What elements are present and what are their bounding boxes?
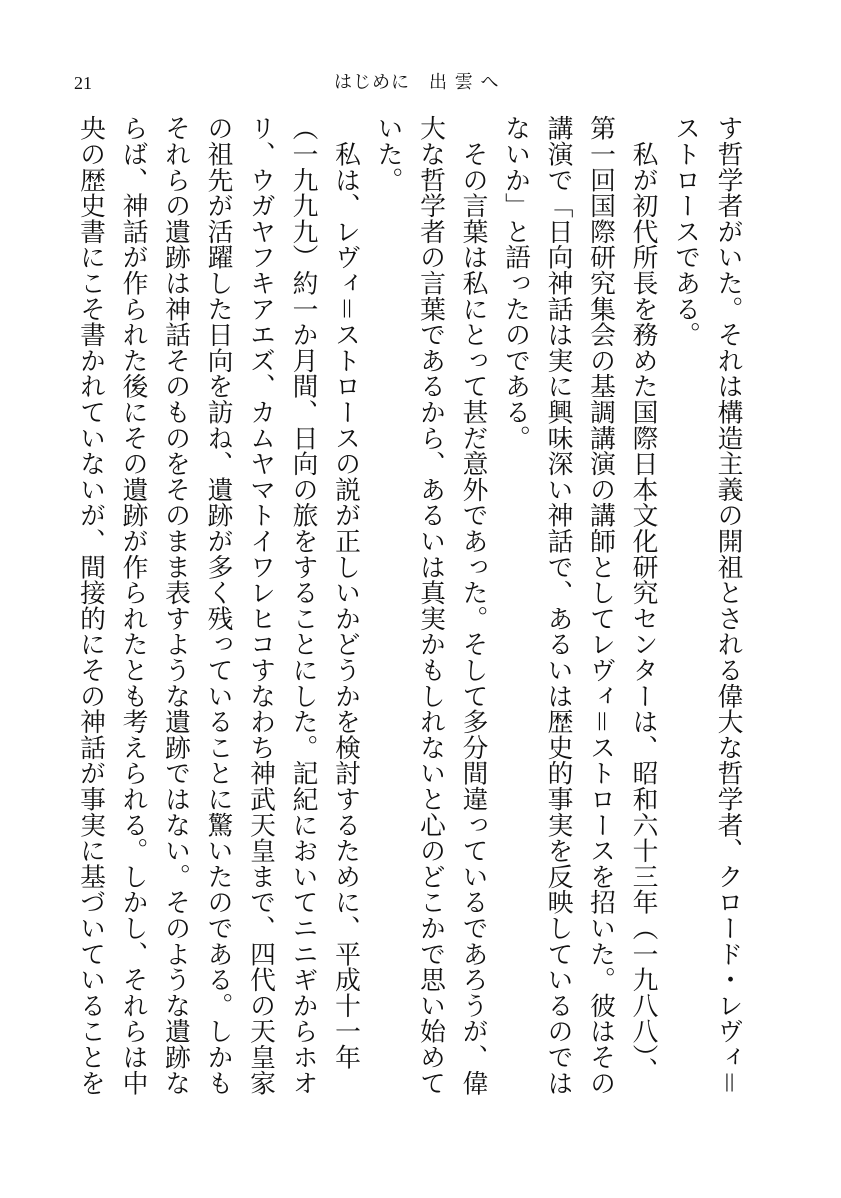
text-column: 第一回国際研究集会の基調講演の講師としてレヴィ＝ストロースを招いた。彼はその — [585, 115, 616, 1096]
page-number: 21 — [74, 73, 92, 93]
text-column: リ、ウガヤフキアエズ、カムヤマトイワレヒコすなわち神武天皇まで、四代の天皇家 — [245, 115, 276, 1096]
text-column: その言葉は私にとって甚だ意外であった。そして多分間違っているであろうが、偉 — [458, 115, 488, 1096]
text-column: （一九九九）約一か月間、日向の旅をすることにした。記紀においてニニギからホオ — [288, 115, 318, 1096]
text-column: す哲学者がいた。それは構造主義の開祖とされる偉大な哲学者、クロード・レヴィ＝ — [713, 115, 743, 1096]
text-column: 私は、レヴィ＝ストロースの説が正しいかどうかを検討するために、平成十一年 — [330, 115, 361, 1070]
text-column: ストロースである。 — [670, 115, 701, 348]
text-column: 私が初代所長を務めた国際日本文化研究センターは、昭和六十三年（一九八八）、 — [628, 115, 658, 1083]
text-column: の祖先が活躍した日向を訪ね、遺跡が多く残っていることに驚いたのである。しかも — [203, 115, 233, 1096]
running-head: はじめに 出 雲 へ — [334, 72, 500, 93]
text-column: 講演で「日向神話は実に興味深い神話で、あるいは歴史的事実を反映しているのでは — [543, 115, 573, 1096]
text-column: それらの遺跡は神話そのものをそのまま表すような遺跡ではない。そのような遺跡な — [160, 115, 191, 1096]
text-column: らば、神話が作られた後にその遺跡が作られたとも考えられる。しかし、それらは中 — [118, 115, 148, 1096]
text-column: ないか」と語ったのである。 — [500, 115, 531, 451]
text-column: 大な哲学者の言葉であるから、あるいは真実かもしれないと心のどこかで思い始めて — [415, 115, 446, 1096]
text-column: 央の歴史書にこそ書かれていないが、間接的にその神話が事実に基づいていることを — [75, 115, 106, 1096]
body-text — [69, 115, 749, 1105]
text-column: いた。 — [373, 115, 403, 193]
